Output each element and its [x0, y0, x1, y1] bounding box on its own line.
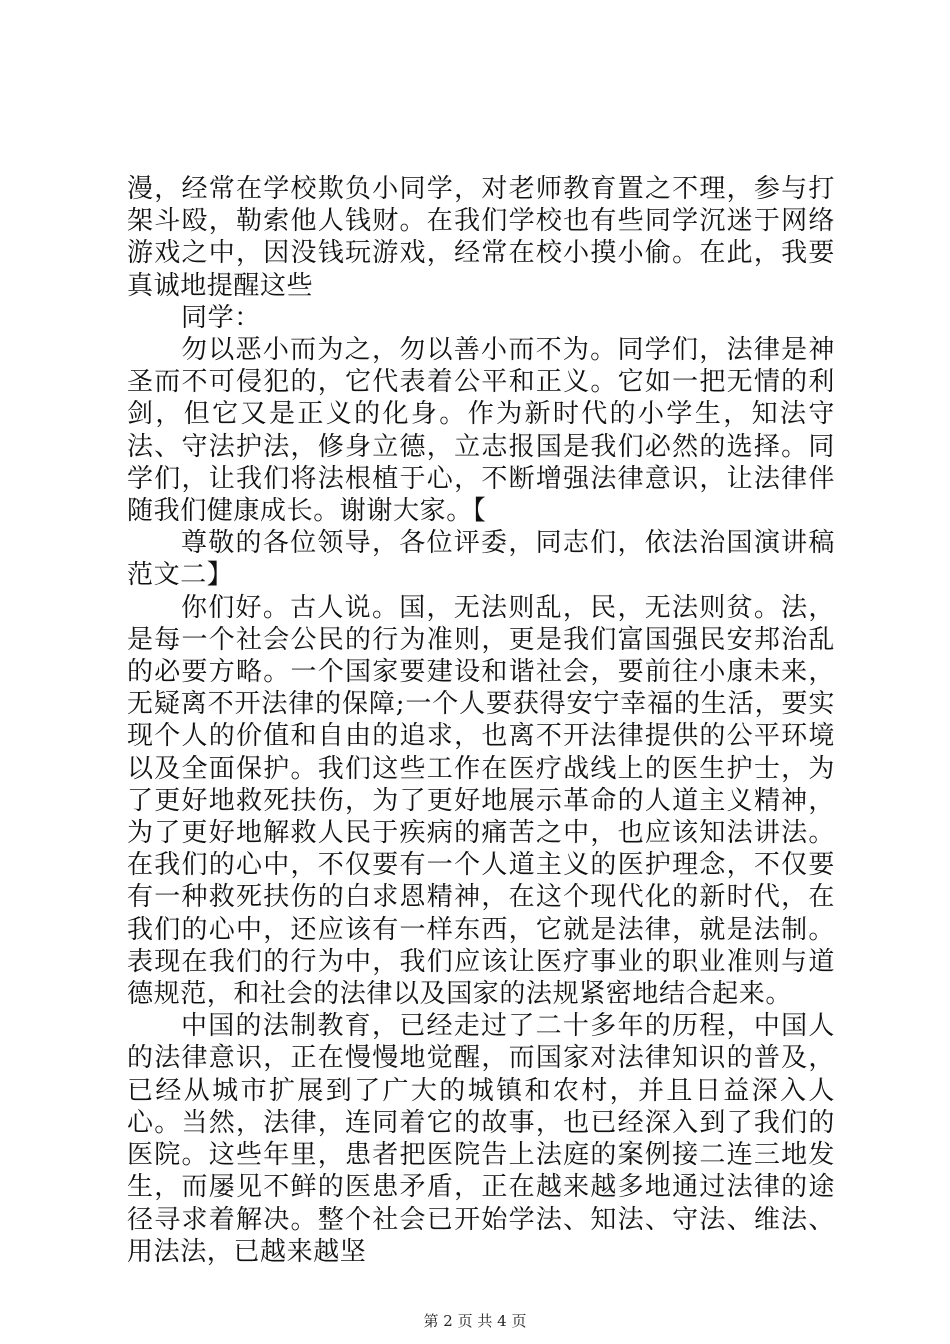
paragraph-5: 你们好。古人说。国，无法则乱，民，无法则贫。法，是每一个社会公民的行为准则，更是我们富国强民安邦治乱的必要方略。一个国家要建设和谐社会，要前往小康未来，无疑离不开法律的保障;一个人要获得安宁幸福的生活，要实现个人的价值和自由的追求，也离不开法律提供的公平环境以及全面保护。我们这些工作在医疗战线上的医生护士，为了更好地救死扶伤，为了更好地展示革命的人道主义精神，为了更好地解救人民于疾病的痛苦之中，也应该知法讲法。在我们的心中，不仅要有一个人道主义的医护理念，不仅要有一种救死扶伤的白求恩精神，在这个现代化的新时代，在我们的心中，还应该有一样东西，它就是法律，就是法制。表现在我们的行为中，我们应该让医疗事业的职业准则与道德规范，和社会的法律以及国家的法规紧密地结合起来。 [127, 592, 835, 1010]
paragraph-6: 中国的法制教育，已经走过了二十多年的历程，中国人的法律意识，正在慢慢地觉醒，而国家对法律知识的普及，已经从城市扩展到了广大的城镇和农村，并且日益深入人心。当然，法律，连同着它的故事，也已经深入到了我们的医院。这些年里，患者把医院告上法庭的案例接二连三地发生，而屡见不鲜的医患矛盾，正在越来越多地通过法律的途径寻求着解决。整个社会已开始学法、知法、守法、维法、用法法，已越来越坚 [127, 1011, 835, 1267]
paragraph-2: 同学： [181, 302, 261, 333]
paragraph-3: 勿以恶小而为之，勿以善小而不为。同学们，法律是神圣而不可侵犯的，它代表着公平和正义。它如一把无情的利剑，但它又是正义的化身。作为新时代的小学生，知法守法、守法护法，修身立德，立志报国是我们必然的选择。同学们，让我们将法根植于心，不断增强法律意识，让法律伴随我们健康成长。谢谢大家。【 [127, 335, 835, 527]
page-footer: 第 2 页 共 4 页 [423, 1312, 527, 1330]
paragraph-1: 漫，经常在学校欺负小同学，对老师教育置之不理，参与打架斗殴，勒索他人钱财。在我们学校也有些同学沉迷于网络游戏之中，因没钱玩游戏，经常在校小摸小偷。在此，我要真诚地提醒这些 [127, 174, 835, 301]
document-body [127, 173, 835, 1268]
paragraph-4: 尊敬的各位领导，各位评委，同志们，依法治国演讲稿范文二】 [127, 528, 835, 591]
